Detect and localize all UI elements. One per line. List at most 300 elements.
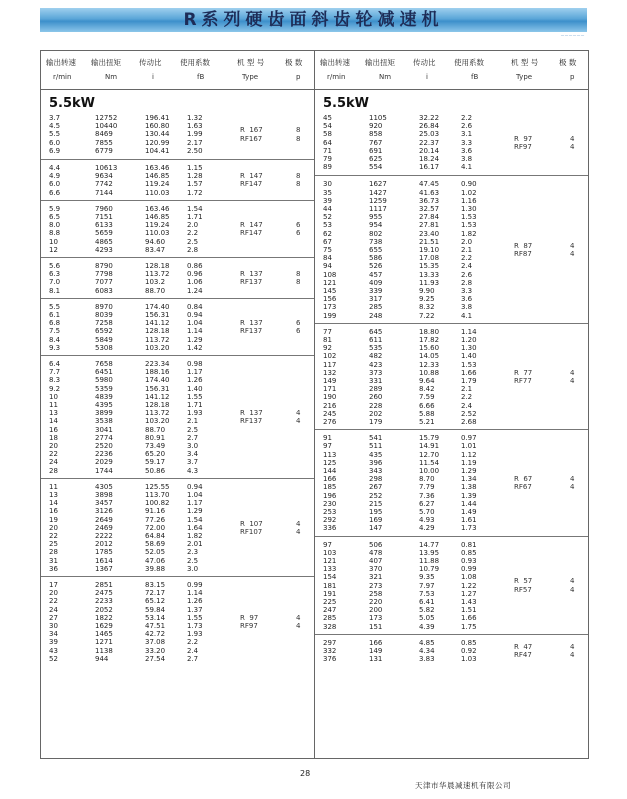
header-speed: 输出转速: [320, 58, 350, 67]
cell-speed: 43: [49, 646, 58, 655]
cell-ratio: 4.39: [419, 622, 435, 631]
cell-service-factor: 2.6: [461, 270, 473, 279]
cell-torque: 2052: [95, 605, 113, 614]
cell-service-factor: 2.8: [187, 245, 199, 254]
cell-speed: 376: [323, 655, 337, 664]
model-group: [41, 114, 314, 155]
cell-torque: 2029: [95, 458, 113, 467]
cell-service-factor: 1.29: [461, 467, 477, 475]
cell-service-factor: 1.24: [187, 286, 203, 295]
cell-ratio: 14.05: [419, 352, 440, 361]
cell-ratio: 6.66: [419, 401, 435, 410]
cell-ratio: 163.46: [145, 164, 170, 172]
cell-speed: 77: [323, 327, 332, 336]
cell-service-factor: 3.3: [461, 138, 473, 147]
cell-service-factor: 1.93: [187, 409, 203, 418]
cell-torque: 645: [369, 327, 383, 336]
cell-torque: 1744: [95, 466, 113, 475]
cell-ratio: 77.26: [145, 515, 166, 524]
model-type-label: RF87: [514, 250, 532, 259]
header-torque: 输出扭矩: [365, 58, 395, 67]
cell-service-factor: 2.50: [187, 146, 203, 155]
model-type: [514, 643, 532, 659]
cell-torque: 407: [369, 557, 383, 565]
cell-speed: 6.0: [49, 138, 61, 147]
cell-torque: 2774: [95, 433, 113, 442]
cell-service-factor: 2.5: [187, 425, 199, 434]
cell-torque: 202: [369, 409, 383, 418]
cell-ratio-column: [419, 180, 439, 319]
cell-torque: 4305: [95, 482, 113, 491]
cell-service-factor: 2.7: [187, 433, 199, 442]
cell-speed: 292: [323, 516, 337, 525]
cell-speed: 35: [323, 188, 332, 197]
cell-torque: 228: [369, 401, 383, 410]
cell-speed: 22: [49, 532, 58, 541]
cell-ratio-column: [145, 483, 170, 573]
cell-service-factor: 1.26: [187, 597, 203, 606]
cell-ratio: 163.46: [145, 204, 170, 213]
cell-torque: 7960: [95, 204, 113, 213]
cell-speed: 54: [323, 122, 332, 131]
cell-ratio: 14.77: [419, 540, 440, 549]
model-type-label: RF107: [240, 527, 263, 536]
cell-ratio-column: [145, 360, 170, 475]
cell-ratio: 22.37: [419, 138, 440, 147]
cell-service-factor: 1.29: [187, 335, 203, 344]
cell-service-factor: 2.2: [187, 229, 199, 238]
model-type: [240, 221, 263, 237]
cell-torque: 2851: [95, 581, 113, 589]
cell-speed: 19: [49, 515, 58, 524]
table-left-half: [41, 51, 315, 758]
cell-service-factor: 1.04: [187, 491, 203, 499]
cell-service-factor: 3.4: [187, 450, 199, 459]
cell-ratio: 11.88: [419, 557, 440, 565]
cell-speed: 8.0: [49, 221, 61, 230]
cell-speed-column: [323, 541, 336, 631]
table-right-half: [315, 51, 588, 758]
cell-ratio-column: [419, 328, 439, 426]
cell-torque: 173: [369, 614, 383, 623]
cell-ratio: 18.80: [419, 327, 440, 336]
cell-speed: 30: [49, 622, 58, 631]
cell-ratio: 73.49: [145, 442, 166, 451]
cell-torque: 954: [369, 221, 383, 230]
cell-ratio: 83.47: [145, 245, 166, 254]
pole-count-value: 8: [296, 180, 301, 189]
cell-service-factor: 0.90: [461, 180, 477, 189]
cell-speed: 53: [323, 221, 332, 230]
cell-ratio-column: [145, 581, 165, 663]
cell-service-factor: 1.99: [187, 130, 203, 139]
cell-torque: 3538: [95, 417, 113, 426]
cell-speed: 10: [49, 392, 58, 401]
cell-service-factor: 2.1: [461, 385, 473, 394]
cell-service-factor: 3.6: [461, 146, 473, 155]
cell-service-factor: 2.1: [187, 417, 199, 426]
cell-speed: 18: [49, 433, 58, 442]
cell-ratio: 223.34: [145, 360, 170, 368]
cell-ratio: 15.60: [419, 344, 440, 353]
cell-speed: 62: [323, 229, 332, 238]
pole-count-value: 4: [296, 622, 301, 630]
cell-torque: 1271: [95, 638, 113, 647]
cell-speed: 103: [323, 548, 337, 557]
header-poles: 极 数: [285, 58, 303, 67]
cell-speed-column: [49, 483, 58, 573]
cell-speed: 166: [323, 475, 337, 484]
cell-service-factor: 2.2: [461, 393, 473, 402]
cell-speed: 81: [323, 336, 332, 344]
cell-service-factor: 2.0: [187, 221, 199, 230]
cell-ratio: 59.17: [145, 458, 166, 467]
pole-count-value: 4: [570, 585, 575, 594]
unit-poles: p: [296, 73, 301, 81]
model-type-label: RF97: [240, 622, 258, 630]
cell-speed: 30: [323, 180, 332, 189]
cell-service-factor: 2.3: [187, 548, 199, 557]
unit-torque: Nm: [379, 73, 392, 81]
cell-speed: 7.7: [49, 368, 61, 377]
model-type: [514, 369, 532, 385]
power-label-left: 5.5kW: [49, 96, 96, 111]
cell-torque: 423: [369, 360, 383, 369]
cell-service-factor: 1.38: [461, 483, 477, 492]
cell-speed: 125: [323, 458, 337, 467]
cell-service-factor: 3.1: [461, 130, 473, 139]
cell-ratio: 64.84: [145, 532, 166, 541]
cell-speed: 5.5: [49, 130, 61, 139]
cell-ratio: 72.17: [145, 589, 166, 598]
cell-torque: 541: [369, 434, 383, 443]
cell-speed: 117: [323, 360, 337, 369]
cell-ratio: 88.70: [145, 425, 166, 434]
cell-ratio: 53.14: [145, 613, 166, 622]
cell-ratio: 7.79: [419, 483, 435, 492]
cell-service-factor: 2.6: [461, 122, 473, 131]
cell-speed: 285: [323, 614, 337, 623]
cell-torque: 655: [369, 246, 383, 255]
cell-ratio: 120.99: [145, 138, 170, 147]
cell-service-factor: 0.99: [187, 581, 203, 589]
pole-count-value: 4: [570, 241, 575, 250]
cell-torque: 4293: [95, 245, 113, 254]
cell-torque: 169: [369, 516, 383, 525]
cell-ratio: 15.35: [419, 262, 440, 271]
pole-count: [296, 319, 300, 335]
cell-ratio: 88.70: [145, 286, 166, 295]
cell-torque-column: [369, 639, 382, 664]
cell-ratio: 5.05: [419, 614, 435, 623]
cell-service-factor-column: [461, 541, 477, 631]
cell-ratio: 47.06: [145, 556, 166, 565]
cell-speed: 199: [323, 311, 337, 320]
cell-torque: 7258: [95, 319, 113, 328]
title-subline: ──────: [560, 33, 585, 39]
cell-speed: 79: [323, 155, 332, 164]
pole-count: [296, 520, 300, 536]
cell-service-factor: 1.15: [187, 164, 203, 172]
cell-ratio: 156.31: [145, 384, 170, 393]
cell-service-factor: 3.0: [187, 442, 199, 451]
cell-service-factor: 4.1: [461, 163, 473, 172]
model-type-label: R 47: [514, 642, 533, 651]
model-type-label: R 137: [240, 270, 263, 279]
cell-ratio: 11.93: [419, 278, 440, 287]
cell-ratio: 5.88: [419, 409, 435, 418]
cell-torque-column: [95, 164, 117, 197]
cell-service-factor: 1.32: [187, 114, 203, 122]
cell-ratio: 9.64: [419, 377, 435, 386]
pole-count-value: 4: [570, 142, 575, 151]
cell-ratio: 103.20: [145, 343, 170, 352]
cell-service-factor: 1.06: [187, 278, 203, 287]
cell-torque: 1627: [369, 180, 387, 189]
unit-poles: p: [570, 73, 575, 81]
cell-ratio: 36.73: [419, 196, 440, 205]
cell-service-factor: 1.28: [187, 172, 203, 181]
cell-torque: 738: [369, 237, 383, 246]
cell-torque: 298: [369, 475, 383, 484]
cell-torque-column: [95, 205, 113, 254]
cell-ratio: 113.72: [145, 335, 170, 344]
cell-ratio: 25.03: [419, 130, 440, 139]
cell-service-factor: 2.1: [461, 246, 473, 255]
pole-count-value: 6: [296, 327, 301, 336]
cell-ratio: 100.82: [145, 499, 170, 508]
cell-service-factor: 1.40: [187, 384, 203, 393]
cell-torque: 6451: [95, 368, 113, 377]
cell-torque: 147: [369, 524, 383, 533]
cell-torque: 2469: [95, 523, 113, 532]
cell-speed: 16: [49, 425, 58, 434]
cell-ratio-column: [145, 205, 170, 254]
cell-torque: 625: [369, 155, 383, 164]
cell-torque: 339: [369, 287, 383, 296]
cell-service-factor: 2.0: [461, 237, 473, 246]
cell-service-factor: 1.63: [187, 122, 203, 131]
cell-speed: 5.9: [49, 204, 61, 213]
cell-speed: 67: [323, 237, 332, 246]
cell-speed: 20: [49, 523, 58, 532]
pole-count: [296, 172, 300, 188]
pole-count-value: 4: [296, 409, 301, 418]
model-group: [315, 114, 588, 171]
cell-torque: 5308: [95, 343, 113, 352]
cell-speed: 132: [323, 368, 337, 377]
cell-torque: 8469: [95, 130, 113, 139]
cell-service-factor: 0.86: [187, 262, 203, 270]
cell-ratio-column: [419, 114, 439, 171]
cell-torque: 267: [369, 483, 383, 492]
cell-ratio: 50.86: [145, 466, 166, 475]
cell-ratio: 7.97: [419, 581, 435, 590]
header-type: 机 型 号: [237, 58, 265, 67]
cell-service-factor: 3.0: [187, 564, 199, 573]
cell-speed-column: [49, 164, 60, 197]
cell-ratio: 52.05: [145, 548, 166, 557]
model-type-label: R 147: [240, 172, 263, 181]
cell-speed: 34: [49, 630, 58, 639]
cell-ratio-column: [419, 541, 439, 631]
cell-speed: 336: [323, 524, 337, 533]
cell-torque: 7658: [95, 360, 113, 368]
cell-torque: 373: [369, 368, 383, 377]
cell-service-factor: 4.1: [461, 311, 473, 320]
cell-ratio: 125.55: [145, 482, 170, 491]
cell-speed: 25: [49, 540, 58, 549]
cell-speed: 173: [323, 303, 337, 312]
cell-ratio: 10.88: [419, 368, 440, 377]
cell-speed: 149: [323, 377, 337, 386]
cell-service-factor: 0.85: [461, 548, 477, 557]
cell-torque-column: [95, 262, 113, 295]
pole-count: [570, 475, 574, 491]
pole-count-value: 8: [296, 134, 301, 143]
cell-ratio: 37.08: [145, 638, 166, 647]
cell-speed-column: [49, 581, 58, 663]
cell-ratio: 83.15: [145, 581, 166, 589]
cell-torque: 258: [369, 589, 383, 598]
header-service-factor: 使用系数: [180, 58, 210, 67]
cell-torque: 131: [369, 655, 383, 664]
cell-speed: 113: [323, 450, 337, 459]
cell-torque: 5980: [95, 376, 113, 385]
cell-torque: 252: [369, 491, 383, 500]
cell-service-factor: 2.7: [187, 654, 199, 663]
cell-torque-column: [369, 114, 387, 171]
cell-speed: 121: [323, 557, 337, 565]
cell-service-factor: 0.97: [461, 434, 477, 443]
cell-speed: 17: [49, 581, 58, 589]
cell-service-factor-column: [461, 180, 477, 319]
cell-ratio: 119.24: [145, 221, 170, 230]
cell-ratio: 65.12: [145, 597, 166, 606]
model-type-label: RF57: [514, 585, 532, 594]
cell-service-factor: 2.4: [187, 646, 199, 655]
cell-ratio: 21.51: [419, 237, 440, 246]
cell-speed: 133: [323, 565, 337, 574]
cell-ratio: 128.18: [145, 262, 170, 270]
model-group: [41, 576, 314, 663]
cell-ratio: 141.12: [145, 319, 170, 328]
cell-speed: 28: [49, 466, 58, 475]
cell-torque: 920: [369, 122, 383, 131]
unit-ratio: i: [426, 73, 428, 81]
cell-torque: 2233: [95, 597, 113, 606]
model-group: [315, 323, 588, 426]
cell-torque: 7855: [95, 138, 113, 147]
cell-service-factor: 1.12: [461, 450, 477, 459]
cell-ratio: 41.63: [419, 188, 440, 197]
cell-torque: 6779: [95, 146, 113, 155]
cell-torque: 285: [369, 303, 383, 312]
power-label-right: 5.5kW: [323, 96, 370, 111]
cell-service-factor: 0.92: [461, 647, 477, 655]
cell-ratio: 12.33: [419, 360, 440, 369]
cell-service-factor: 2.5: [187, 556, 199, 565]
cell-ratio: 188.16: [145, 368, 170, 377]
cell-service-factor: 1.55: [187, 613, 203, 622]
cell-speed: 24: [49, 605, 58, 614]
cell-speed: 216: [323, 401, 337, 410]
model-type: [514, 242, 532, 258]
cell-speed: 8.4: [49, 335, 61, 344]
cell-service-factor: 2.8: [461, 278, 473, 287]
cell-torque: 586: [369, 254, 383, 263]
cell-ratio: 146.85: [145, 213, 170, 221]
cell-ratio: 104.41: [145, 146, 170, 155]
cell-service-factor: 1.30: [461, 344, 477, 353]
cell-ratio: 174.40: [145, 302, 170, 311]
cell-ratio: 42.72: [145, 630, 166, 639]
cell-speed-column: [323, 328, 336, 426]
cell-service-factor: 1.73: [187, 622, 203, 631]
cell-speed-column: [49, 205, 60, 254]
cell-torque: 200: [369, 606, 383, 615]
cell-ratio: 196.41: [145, 114, 170, 122]
cell-ratio: 6.27: [419, 499, 435, 508]
cell-ratio-column: [145, 164, 170, 197]
cell-torque: 6083: [95, 286, 113, 295]
pole-count: [296, 614, 300, 630]
cell-torque-column: [95, 483, 113, 573]
cell-ratio: 32.57: [419, 205, 440, 213]
page-title: R系列硬齿面斜齿轮减速机: [183, 10, 444, 30]
cell-service-factor: 1.01: [461, 442, 477, 451]
cell-service-factor: 0.94: [187, 482, 203, 491]
cell-ratio: 59.84: [145, 605, 166, 614]
cell-speed: 171: [323, 385, 337, 394]
cell-service-factor: 1.54: [187, 204, 203, 213]
cell-speed: 121: [323, 278, 337, 287]
cell-service-factor: 1.03: [461, 655, 477, 664]
cell-torque: 2222: [95, 532, 113, 541]
cell-torque: 151: [369, 622, 383, 631]
cell-service-factor-column: [187, 114, 203, 155]
pole-count-value: 8: [296, 126, 301, 135]
cell-speed: 332: [323, 647, 337, 655]
cell-service-factor: 2.4: [461, 262, 473, 271]
cell-ratio: 110.03: [145, 188, 170, 197]
cell-ratio: 5.82: [419, 606, 435, 615]
cell-service-factor: 0.98: [187, 360, 203, 368]
model-type-label: R 57: [514, 577, 533, 586]
cell-speed: 14: [49, 417, 58, 426]
cell-ratio: 72.00: [145, 523, 166, 532]
cell-torque-column: [369, 434, 382, 532]
cell-ratio: 17.08: [419, 254, 440, 263]
model-type-label: R 167: [240, 126, 263, 135]
cell-ratio: 9.90: [419, 287, 435, 296]
cell-speed: 11: [49, 401, 58, 410]
model-type-label: RF47: [514, 651, 532, 660]
cell-service-factor-column: [461, 328, 477, 426]
cell-service-factor: 3.3: [461, 287, 473, 296]
cell-ratio: 110.03: [145, 229, 170, 238]
cell-ratio: 27.84: [419, 213, 440, 222]
cell-torque: 7798: [95, 270, 113, 279]
unit-torque: Nm: [105, 73, 118, 81]
cell-speed: 12: [49, 245, 58, 254]
cell-speed: 9.3: [49, 343, 61, 352]
cell-speed: 7.0: [49, 278, 61, 287]
cell-ratio: 113.72: [145, 409, 170, 418]
cell-speed: 6.3: [49, 270, 61, 279]
cell-service-factor: 1.71: [187, 401, 203, 410]
cell-ratio: 32.22: [419, 114, 440, 122]
